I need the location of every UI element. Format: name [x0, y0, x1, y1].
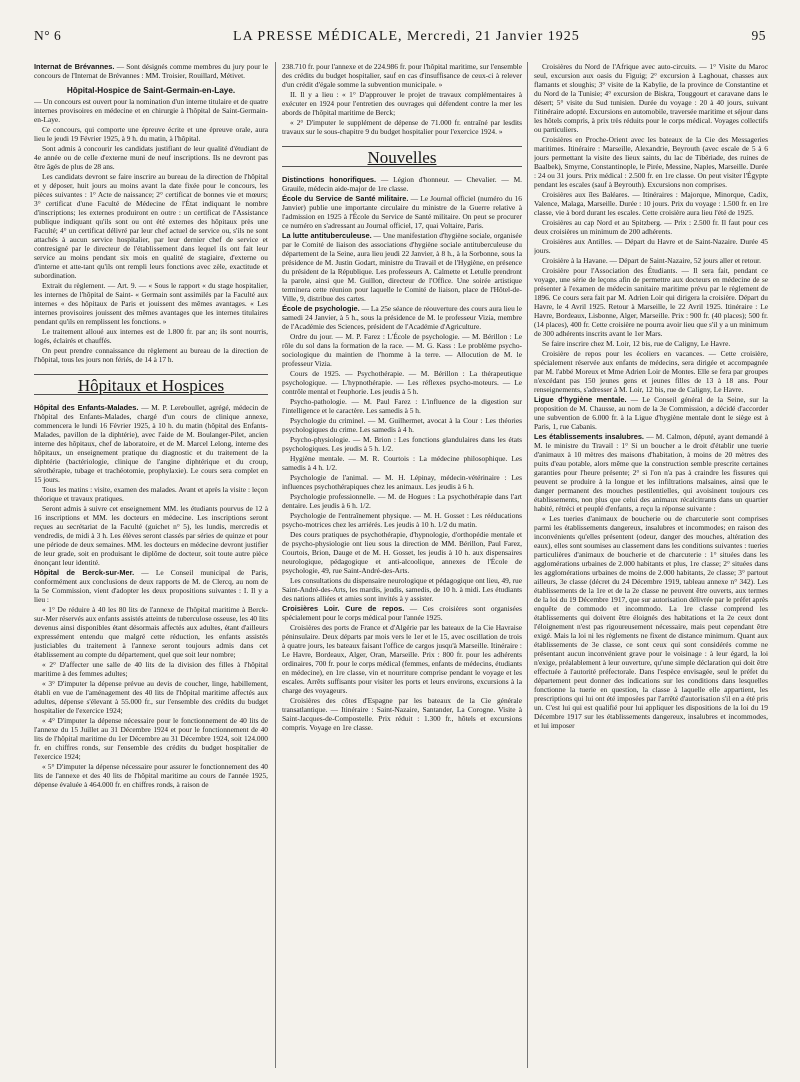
paragraph: Croisières aux îles Baléares. — Itinéraires : Majorque, Minorque, Cadix, Valence, Malaga, Marseille. Durée : 10 jours. Prix du voyage : 1.500 fr. en 1re classe, vie à bord durant les escales. Cette croisière aura lieu l'été de 1925. [534, 190, 768, 217]
paragraph: Ce concours, qui comporte une épreuve écrite et une épreuve orale, aura lieu le jeudi 19 Février 1925, à 9 h. du matin, à l'hôpital. [34, 125, 268, 143]
column-3 [534, 62, 768, 1072]
paragraph: Croisières aux Antilles. — Départ du Havre et de Saint-Nazaire. Durée 45 jours. [534, 237, 768, 255]
paragraph: Psychologie de l'entraînement physique. — M. H. Gosset : Les rééducations psycho-motrices chez les arriérés. Les jeudis à 10 h. 1/2 du matin. [282, 511, 522, 529]
article-brevannes: Internat de Brévannes. — Sont désignés comme membres du jury pour le concours de l'Internat de Brévannes : MM. Troisier, Rouillard, Métivet. [34, 62, 268, 80]
section-title-hopitaux: Hôpitaux et Hospices [34, 374, 268, 395]
paragraph: On peut prendre connaissance du règlement au bureau de la direction de l'hôpital, tous les jours non fériés, de 14 à 17 h. [34, 346, 268, 364]
paragraph: Les consultations du dispensaire neurologique et pédagogique ont lieu, 49, rue Saint-André-des-Arts, les mardis, jeudis, samedis, de 10 h. à midi. Les étudiants des nations alliées et amies sont invités à y assister. [282, 576, 522, 603]
headline-berck: Hôpital de Berck-sur-Mer. [34, 568, 135, 577]
paragraph: Croisière à la Havane. — Départ de Saint-Nazaire, 52 jours aller et retour. [542, 256, 761, 265]
paragraph: Croisière pour l'Association des Étudiants. — Il sera fait, pendant ce voyage, une série de leçons afin de permettre aux docteurs en médecine de se présenter à l'examen de médecin sanitaire maritime prévu par le règlement de 1896. Ce cours sera fait par M. Adrien Loir qui dirigera la croisière. Départ du Havre, le 4 Avril 1925. Retour à Marseille, le 22 Avril 1925. Itinéraire : Le Havre, Bordeaux, Lisbonne, Alger, Marseille. Prix : 900 fr. (40 places); 500 fr. (14 places), 400 fr. Cette croisière ne pourra avoir lieu que s'il y a un minimum de 300 adhérents inscrits avant le 1er Mars. [534, 266, 768, 338]
paragraph: « 4° D'imputer la dépense nécessaire pour le fonctionnement de 40 lits de l'annexe du 15 Juillet au 31 Décembre 1924 et pour le fonctionnement de 40 lits de l'hôpital maritime du 1er Décembre au 31 Décembre 1924, soit 124.000 fr. en chiffres ronds, sur l'ensemble des crédits du budget hospitalier de l'exercice 1924; [34, 716, 268, 761]
paragraph: Croisières des côtes d'Espagne par les bateaux de la Cie générale transatlantique. — Itinéraire : Saint-Nazaire, Santander, La Corogne. Visite à Saint-Jacques-de-Compostelle. Prix réduit : 1.300 fr., hôtels et excursions compris. Voyage en 1re classe. [282, 696, 522, 732]
paragraph: Croisière de repos pour les écoliers en vacances. — Cette croisière, spécialement réservée aux enfants de médecins, sera dirigée et accompagnée par M. l'abbé Moreux et Mme Adrien Loir de Montes. Elle se fera par groupes n'excédant pas 150 jeunes gens et jeunes filles de 13 à 18 ans. Pour renseignements, s'adresser à M. Loir, 12 bis, rue de Caligny, Le Havre. [534, 349, 768, 394]
column-1 [34, 62, 268, 1072]
headline-saint-germain: Hôpital-Hospice de Saint-Germain-en-Laye. [66, 86, 236, 95]
article-antituberculeuse: La lutte antituberculeuse. — Une manifestation d'hygiène sociale, organisée par le Comité de liaison des associations d'hygiène sociale antituberculeuse du département de la Seine, aura lieu jeudi 22 Janvier, à 8 h., à la Sorbonne, sous la présidence de M. Justin Godart, ministre du Travail et de l'Hygiène, en présence du président de la République. Les professeurs A. Calmette et Letulle prendront la parole, ainsi que M. Guillon, directeur de l'Office. Une soirée artistique terminera cette réunion pour laquelle le Comité de liaison, place de l'Hôtel-de-Ville, 9, distribue des cartes. [282, 231, 522, 303]
article-distinctions: Distinctions honorifiques. — Légion d'honneur. — Chevalier. — M. Grauile, médecin aide-major de 1re classe. [282, 175, 522, 193]
paragraph: Les candidats devront se faire inscrire au bureau de la direction de l'hôpital et y déposer, huit jours au moins avant la date fixée pour le concours, les pièces suivantes : 1° Acte de naissance; 2° certificat de bonnes vie et mœurs; 3° certificat d'une Faculté de Médecine de l'État indiquant le nombre d'inscriptions; les externes produiront en outre : un certificat de l'Assistance publique indiquant qu'ils sont ou ont été externes des hôpitaux près une Faculté; 4° un certificat délivré par leur chef actuel de service ou, s'ils ne sont attachés à aucun service hospitalier, par leur dernier chef de service et contresigné par le directeur de l'établissement dans lequel ils ont fait leur service au moins pendant six mois en qualité de stagiaire, d'externe ou d'interne et atte-tant qu'ils ont rempli leurs fonctions avec zèle, exactitude et subordination. [34, 172, 268, 280]
article-berck: Hôpital de Berck-sur-Mer. — Le Conseil municipal de Paris, conformément aux conclusions de deux rapports de M. de Clercq, au nom de la 5e Commission, vient d'adopter les deux propositions suivantes : I. Il y a lieu : [34, 568, 268, 604]
article-psychologie: École de psychologie. — La 25e séance de réouverture des cours aura lieu le samedi 24 Janvier, à 5 h., sous la présidence de M. le professeur Vizia, membre de l'Académie des Sciences, président de l'Académie d'Agriculture. [282, 304, 522, 331]
headline-enfants-malades: Hôpital des Enfants-Malades. [34, 403, 139, 412]
headline-brevannes: Internat de Brévannes. [34, 62, 115, 71]
paragraph: Psychologie du criminel. — M. Guilhermet, avocat à la Cour : Les théories psychologiques du crime. Les samedis à 4 h. [282, 416, 522, 434]
paragraph: Croisières au cap Nord et au Spitzberg. — Prix : 2.500 fr. Il faut pour ces deux croisières un minimum de 200 adhérents. [534, 218, 768, 236]
headline-croisieres: Croisières Loir. Cure de repos. [282, 604, 405, 613]
paragraph: Croisières du Nord de l'Afrique avec auto-circuits. — 1° Visite du Maroc seul, excursion aux oasis du Figuig; 2° excursion à Laghouat, chasses aux flamants et sloughis; 3° visite de la Kabylie, de la province de Constantine et du Nord de la Tunisie; 4° excursion de Biskra, Touggourt et caravane dans le désert; 5° visite du Sud tunisien. Durée du voyage : 20 à 40 jours, suivant l'itinéraire adopté. Excursions en automobile, traversée maritime et séjour dans les hôtels compris, à prix très réduits pour le corps médical. Voyages collectifs ou particuliers. [534, 62, 768, 134]
paragraph: II. Il y a lieu : « 1° D'approuver le projet de travaux complémentaires à exécuter en 1924 pour l'entretien des ouvrages qui défendent contre la mer les abords de l'hôpital maritime de Berck; [282, 90, 522, 117]
headline-distinctions: Distinctions honorifiques. [282, 175, 377, 184]
paragraph: 238.710 fr. pour l'annexe et de 224.986 fr. pour l'hôpital maritime, sur l'ensemble des crédits du budget hospitalier, sauf en cas d'insuffisance de ceux-ci à relever d'un crédit d'égale somme la subvention municipale. » [282, 62, 522, 89]
paragraph: Des cours pratiques de psychothérapie, d'hypnologie, d'orthopédie mentale et de psycho-physiologie ont lieu sous la direction de MM. Bérillon, Paul Farez, Courtois, Brion, Dauge et de M. H. Gosset, les jeudis à 10 h. aux dispensaires neurologique, pédagogique et anti-alcoolique, annexes de l'École de psychologie, 49, rue Saint-André-des-Arts. [282, 530, 522, 575]
column-2 [282, 62, 522, 1072]
paragraph: Psycho-pathologie. — M. Paul Farez : L'influence de la digestion sur l'intelligence et le caractère. Les samedis à 5 h. [282, 397, 522, 415]
paragraph: « 3° D'imputer la dépense prévue au devis de coucher, linge, habillement, établi en vue de l'aménagement des 40 lits de l'hôpital maritime affectés aux adultes, dépense s'élevant à 55.000 fr., sur l'ensemble des crédits du budget hospitalier de l'exercice 1924; [34, 679, 268, 715]
paragraph: — Un concours est ouvert pour la nomination d'un interne titulaire et de quatre internes provisoires en médecine et en chirurgie à l'hôpital de Saint-Germain-en-Laye. [34, 97, 268, 124]
column-divider [527, 62, 528, 1068]
masthead-title: LA PRESSE MÉDICALE, Mercredi, 21 Janvier 1925 [233, 29, 580, 44]
headline-antituberculeuse: La lutte antituberculeuse. [282, 231, 372, 240]
paragraph: « 1° De réduire à 40 les 80 lits de l'annexe de l'hôpital maritime à Berck-sur-Mer réservés aux enfants assistés atteints de tuberculose osseuse, les 40 lits devenus ainsi disponibles étant désormais affectés aux adultes, étant d'ailleurs expressément entendu que malgré cette réduction, les enfants assistés justiciables du traitement à l'annexe seront toujours admis dans cet établissement au compte du département, quel que soit leur nombre; [34, 605, 268, 659]
paragraph: « 5° D'imputer la dépense nécessaire pour assurer le fonctionnement des 40 lits de l'annexe et des 40 lits de l'hôpital maritime au cours de l'année 1925, dépense évaluée à 464.000 fr. en chiffres ronds, à raison de [34, 762, 268, 789]
paragraph: Tous les matins : visite, examen des malades. Avant et après la visite : leçon théorique et travaux pratiques. [34, 485, 268, 503]
article-croisieres: Croisières Loir. Cure de repos. — Ces croisières sont organisées spécialement pour le corps médical pour l'année 1925. [282, 604, 522, 622]
paragraph: Seront admis à suivre cet enseignement MM. les étudiants pourvus de 12 à 16 inscriptions et MM. les docteurs en médecine. Les inscriptions seront reçues au secrétariat de la Faculté (guichet n° 5), les lundis, mercredis et vendredis, de midi à 3 h. Les élèves seront classés par séries de quinze et pour une période de deux semaines. MM. les docteurs en médecine devront justifier de leur grade, soit en produisant le diplôme de docteur, soit toute autre pièce énonçant leur identité. [34, 504, 268, 567]
article-hygiene-mentale: Ligue d'hygiène mentale. — Le Conseil général de la Seine, sur la proposition de M. Chausse, au nom de la 3e Commission, a décidé d'accorder une subvention de 6.000 fr. à la Ligue d'hygiène mentale dont le siège est à Paris, 1, rue Cabanis. [534, 395, 768, 431]
section-title-nouvelles: Nouvelles [282, 146, 522, 167]
page-header [34, 28, 766, 48]
paragraph: Se faire inscrire chez M. Loir, 12 bis, rue de Caligny, Le Havre. [542, 339, 731, 348]
article-enfants-malades: Hôpital des Enfants-Malades. — M. P. Lereboullet, agrégé, médecin de l'hôpital des Enfants-Malades, chargé d'un cours de clinique annexe, commencera le lundi 16 Février 1925, à 10 h. du matin (hôpital des Enfants-Malades, pavillon de la diphtérie), avec l'aide de M. Boulanger-Pilet, ancien interne des hôpitaux, chef de laboratoire, et de M. Marcel Lelong, interne des hôpitaux, un enseignement pratique du diagnostic et du traitement de la diphtérie (bactériologie, clinique de l'angine diphtérique et du croup, sérothérapie, tubage et trachéotomie, prophylaxie). Le cours sera complet en 15 jours. [34, 403, 268, 484]
paragraph: Croisières des ports de France et d'Algérie par les bateaux de la Cie Havraise péninsulaire. Deux départs par mois vers le 1er et le 15, avec oscillation de trois à quatre jours, les bateaux faisant l'office de cargos jusqu'à Marseille. Itinéraire : Le Havre, Bordeaux, Alger, Oran, Marseille. Prix : 800 fr. pour les adhérents ordinaires, 700 fr. pour le corps médical (femmes, enfants de médecins, étudiants en médecine), en 1re classe, vin et nourriture comprise pendant le voyage et les escales. Arrêts suffisants pour visiter les ports et leurs environs, excursions à la charge des voyageurs. [282, 623, 522, 695]
column-divider [275, 62, 276, 1068]
article-service-sante: École du Service de Santé militaire. — Le Journal officiel (numéro du 16 Janvier) publie une importante circulaire du ministre de la Guerre relative à l'admission en 1925 à l'École du Service de Santé militaire. On peut se procurer ce numéro en s'adressant au Journal officiel, 17, quai Voltaire, Paris. [282, 194, 522, 230]
page-number: 95 [751, 28, 766, 43]
paragraph: Psycho-physiologie. — M. Brion : Les fonctions glandulaires dans les états psychologiques. Les jeudis à 5 h. 1/2. [282, 435, 522, 453]
headline-insalubres: Les établissements insalubres. [534, 432, 644, 441]
paragraph: Psychologie professionnelle. — M. de Hogues : La psychothérapie dans l'art dentaire. Les jeudis à 6 h. 1/2. [282, 492, 522, 510]
paragraph: Hygiène mentale. — M. R. Courtois : La médecine philosophique. Les samedis à 4 h. 1/2. [282, 454, 522, 472]
article-insalubres: Les établissements insalubres. — M. Calmon, député, ayant demandé à M. le ministre du Travail : 1° Si un boucher a le droit d'établir une tuerie d'animaux à 10 mètres des maisons d'habitation, à moins de 20 mètres des puits d'eau potable, alors même que la construction semble prescrite certaines garanties pour l'heure présente; 2° si l'on n'a pas à craindre les fissures qui peuvent se produire à la longue et les infiltrations malsaines, ainsi que le danger permanent des mouches pestilentielles, qui avoisinent toujours ces établissements, non plus que celui des animaux récalcitrants dans un quartier habité, rétréci et peuplé d'enfants, a reçu la réponse suivante : [534, 432, 768, 513]
paragraph: « Les tueries d'animaux de boucherie ou de charcuterie sont comprises parmi les établissements dangereux, insalubres et incommodes; en raison des inconvénients qu'elles présentent (odeur, danger des mouches, altération des eaux), elles sont soumises au classement dans les conditions suivantes : tueries particulières d'animaux de boucherie et de charcuterie : 1° situées dans les agglomérations urbaines de 2.000 habitants et plus, 1re classe; 2° situées dans les agglomérations urbaines de moins de 2.000 habitants, 2e classe; 3° partout ailleurs, 3e classe (décret du 24 Décembre 1919, tableau annexe n° 342). Les établissements de la 1re et de la 2e classe ne peuvent être ouverts, aux termes de la loi du 19 Décembre 1917, que sur autorisation délivrée par le préfet après enquête de commodo et incommodo. La 1re classe comprend les établissements qui doivent être éloignés des habitations et la 2e ceux dont l'éloignement n'est pas rigoureusement nécessaire, mais peut cependant être exigé. Mais la loi ni les règlements ne fixent de distance minimum. Quant aux établissements de 3e classe, ce sont ceux qui sont considérés comme ne présentant aucun inconvénient grave pour le voisinage : à leur égard, la loi n'exige, préalablement à leur ouverture, qu'une simple déclaration qui doit être effectuée à l'autorité préfectorale. Dans l'espèce envisagée, seul le préfet du département peut donner des indications sur les conditions dans lesquelles fonctionne la tuerie en question, la classe à laquelle elle appartient, les prescriptions qui lui ont été imposées par l'arrêté d'autorisation s'il en a été pris un. C'est lui qui est qualifié pour lui appliquer les dispositions de la loi du 19 Décembre 1917 sur les établissements dangereux, insalubres et incommodes, et lui imposer [534, 514, 768, 730]
paragraph: Ordre du jour. — M. P. Farez : L'École de psychologie. — M. Bérillon : Le rôle du sol dans la formation de la race. — M. G. Kass : Le problème psycho-sociologique du maintien de l'homme à la terre. — Allocution de M. le professeur Vizia. [282, 332, 522, 368]
paragraph: Le traitement alloué aux internes est de 1.800 fr. par an; ils sont nourris, logés, éclairés et chauffés. [34, 327, 268, 345]
paragraph: Cours de 1925. — Psychothérapie. — M. Bérillon : La thérapeutique psychologique. — L'hypnothérapie. — Les réflexes psycho-moteurs. — Le contrôle mental et l'euphorie. Les jeudis à 5 h. [282, 369, 522, 396]
paragraph: « 2° D'affecter une salle de 40 lits de la division des filles à l'hôpital maritime à des femmes adultes; [34, 660, 268, 678]
paragraph: Croisières en Proche-Orient avec les bateaux de la Cie des Messageries maritimes. Itinéraire : Marseille, Alexandrie, Beyrouth (avec escale de 5 à 6 jours permettant la visite des lieux saints, du lac de Tibériade, des ruines de Baalbek), Smyrne, Constantinople, le Pirée, Messine, Naples, Marseille. Durée : 24 ou 31 jours. Prix médical : 2.500 fr. en 1re classe. On peut visiter l'Égypte pendant les escales (sauf à Beyrouth). Excursions non comprises. [534, 135, 768, 189]
headline-psychologie: École de psychologie. [282, 304, 360, 313]
paragraph: Sont admis à concourir les candidats justifiant de leur qualité d'étudiant de 4e année ou de celle d'externe muni de neuf inscriptions. Ils ne devront pas être âgés de plus de 28 ans. [34, 144, 268, 171]
headline-hygiene-mentale: Ligue d'hygiène mentale. [534, 395, 627, 404]
paragraph: Extrait du règlement. — Art. 9. — « Sous le rapport « du stage hospitalier, les internes de l'hôpital de Saint- « Germain sont assimilés par la Faculté aux internes « des hôpitaux de Paris et jouissent des mêmes avantages. « Les internes provisoires jouissent des mêmes avantages que les internes titulaires pendant qu'ils en remplissent les fonctions. » [34, 281, 268, 326]
headline-service-sante: École du Service de Santé militaire. [282, 194, 409, 203]
paragraph: Psychologie de l'animal. — M. H. Lépinay, médecin-vétérinaire : Les influences psychothérapiques chez les animaux. Les jeudis à 6 h. [282, 473, 522, 491]
paragraph: « 2° D'imputer le supplément de dépense de 71.000 fr. entraîné par lesdits travaux sur le sous-chapitre 9 du budget hospitalier pour l'exercice 1924. » [282, 118, 522, 136]
issue-number: N° 6 [34, 28, 62, 43]
